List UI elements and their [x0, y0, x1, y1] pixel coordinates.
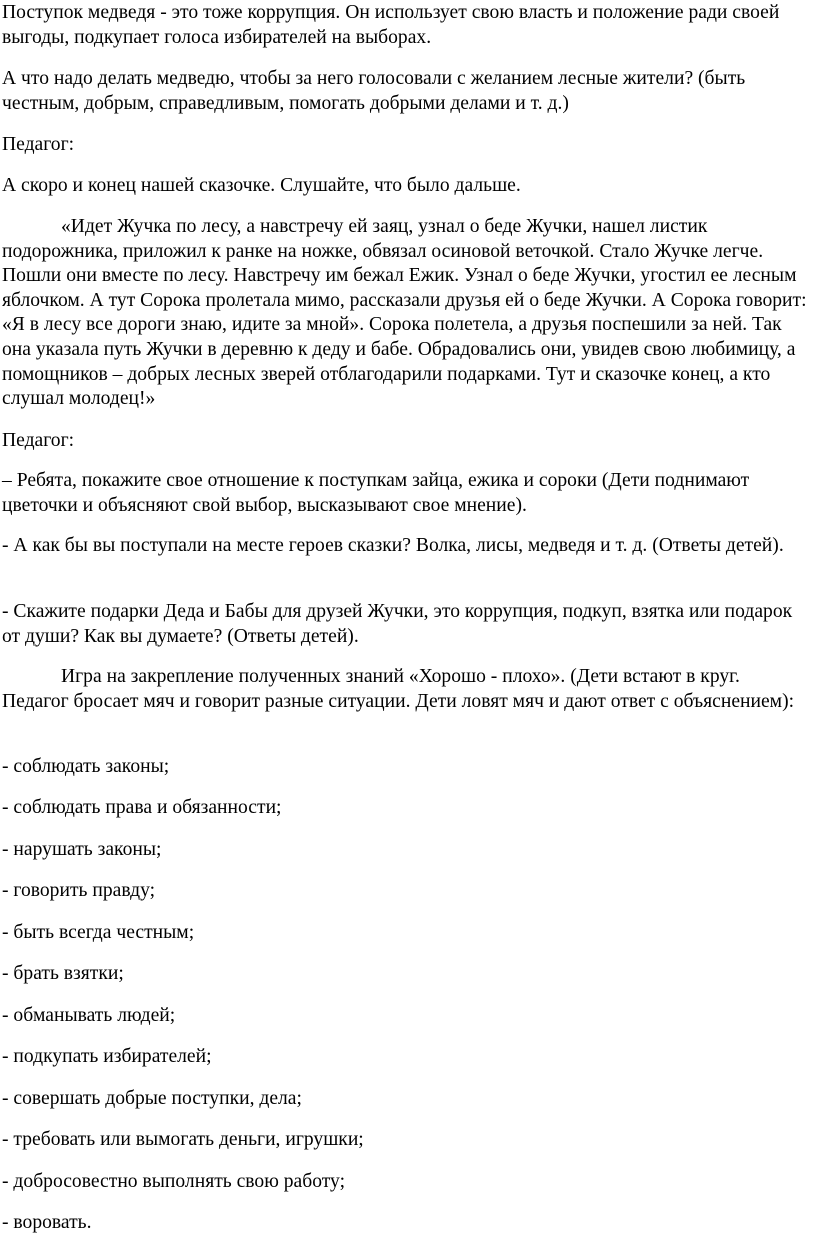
paragraph-question-bear: А что надо делать медведю, чтобы за него голосовали с желанием лесные жители? (быть честным, добрым, справедливым, помогать добрыми делами и т. д.) [2, 68, 746, 114]
list-item: - обманывать людей; [2, 1005, 176, 1026]
paragraph-question-heroes: - А как бы вы поступали на месте героев сказки? Волка, лисы, медведя и т. д. (Ответы детей). [2, 535, 784, 556]
list-item: - соблюдать права и обязанности; [2, 797, 282, 818]
paragraph-story-ending-intro: А скоро и конец нашей сказочке. Слушайте, что было дальше. [2, 175, 521, 196]
paragraph-show-attitude: – Ребята, покажите свое отношение к поступкам зайца, ежика и сороки (Дети поднимают цветочки и объясняют свой выбор, высказывают свое мнение). [2, 470, 750, 516]
paragraph-question-gifts: - Скажите подарки Деда и Бабы для друзей Жучки, это коррупция, подкуп, взятка или подарок от души? Как вы думаете? (Ответы детей). [2, 601, 793, 647]
list-item: - нарушать законы; [2, 839, 162, 860]
list-item: - воровать. [2, 1212, 92, 1233]
speaker-label-teacher: Педагог: [2, 134, 75, 155]
list-item: - добросовестно выполнять свою работу; [2, 1171, 346, 1192]
paragraph-game-intro: Игра на закрепление полученных знаний «Хорошо - плохо». (Дети встают в круг. Педагог бросает мяч и говорит разные ситуации. Дети ловят мяч и дают ответ с объяснением): [2, 666, 795, 712]
paragraph-bear-corruption: Поступок медведя - это тоже коррупция. Он использует свою власть и положение ради своей выгоды, подкупает голоса избирателей на выборах. [2, 2, 780, 48]
list-item: - быть всегда честным; [2, 922, 195, 943]
list-item: - брать взятки; [2, 963, 124, 984]
list-item: - совершать добрые поступки, дела; [2, 1088, 302, 1109]
list-item: - требовать или вымогать деньги, игрушки; [2, 1129, 364, 1150]
paragraph-story-text: «Идет Жучка по лесу, а навстречу ей заяц, узнал о беде Жучки, нашел листик подорожника, приложил к ранке на ножке, обвязал осиновой веточкой. Стало Жучке легче. Пошли они вместе по лесу. Навстречу им бежал Ежик. Узнал о беде Жучки, угостил ее лесным яблочком. А тут Сорока пролетала мимо, рассказали друзья ей о беде Жучки. А Сорока говорит: «Я в лесу все дороги знаю, идите за мной». Сорока полетела, а друзья поспешили за ней. Так она указала путь Жучки в деревню к деду и бабе. Обрадовались они, увидев свою любимицу, а помощников – добрых лесных зверей отблагодарили подарками. Тут и сказочке конец, а кто слушал молодец!» [2, 216, 807, 410]
list-item: - подкупать избирателей; [2, 1046, 212, 1067]
list-item: - говорить правду; [2, 880, 156, 901]
list-item: - соблюдать законы; [2, 756, 170, 777]
speaker-label-teacher-2: Педагог: [2, 430, 75, 451]
